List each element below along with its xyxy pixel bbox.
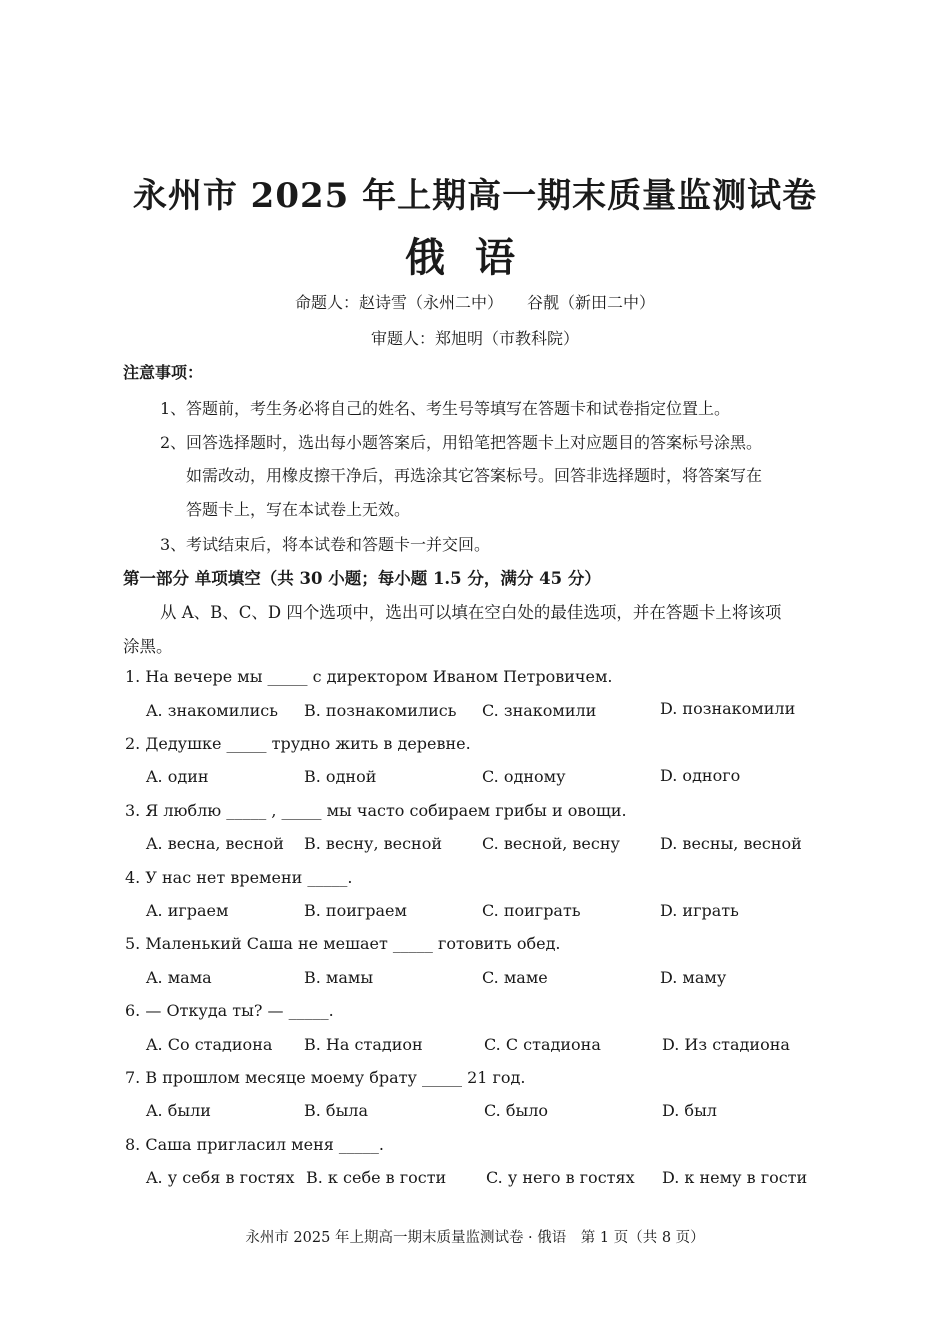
- option-b: B. весну, весной: [304, 834, 443, 853]
- option-c: C. весной, весну: [482, 834, 620, 853]
- question-stem: 1. На вечере мы _____ с директором Иваном Петровичем.: [125, 667, 613, 686]
- option-b: B. поиграем: [304, 901, 407, 920]
- option-b: B. мамы: [304, 968, 374, 987]
- option-d: D. к нему в гости: [662, 1168, 808, 1187]
- option-b: B. познакомились: [304, 701, 457, 720]
- question-stem: 5. Маленький Саша не мешает _____ готовить обед.: [125, 934, 561, 953]
- option-a: A. играем: [146, 901, 229, 920]
- page-footer: 永州市 2025 年上期高一期末质量监测试卷 · 俄语 第 1 页（共 8 页）: [245, 1230, 705, 1246]
- option-d: D. был: [662, 1101, 717, 1120]
- option-b: B. На стадион: [304, 1035, 423, 1054]
- question-stem: 8. Саша пригласил меня _____.: [125, 1135, 385, 1154]
- option-b: B. была: [304, 1101, 368, 1120]
- question-stem: 3. Я люблю _____ , _____ мы часто собираем грибы и овощи.: [125, 801, 627, 820]
- notice-text: 回答选择题时，选出每小题答案后，用铅笔把答题卡上对应题目的答案标号涂黑。: [186, 433, 763, 452]
- option-c: C. С стадиона: [484, 1035, 601, 1054]
- option-a: A. Со стадиона: [146, 1035, 273, 1054]
- instruction-text: 从 A、B、C、D 四个选项中，选出可以填在空白处的最佳选项，并在答题卡上将该项: [160, 603, 782, 622]
- option-a: A. один: [146, 767, 209, 786]
- notice-item: [160, 430, 840, 453]
- author-line: [0, 290, 950, 313]
- option-a: A. были: [146, 1101, 211, 1120]
- notice-item: [160, 396, 840, 419]
- reviewer-line: 审题人：郑旭明（市教科院）: [370, 329, 579, 348]
- option-c: C. было: [484, 1101, 549, 1120]
- option-c: C. поиграть: [482, 901, 581, 920]
- question-stem: 7. В прошлом месяце моему брату _____ 21 год.: [125, 1068, 526, 1087]
- option-d: D. одного: [660, 766, 741, 785]
- question-stem: 6. — Откуда ты? — _____.: [125, 1001, 334, 1020]
- option-d: D. маму: [660, 968, 727, 987]
- notice-text: 答题前，考生务必将自己的姓名、考生号等填写在答题卡和试卷指定位置上。: [186, 399, 731, 418]
- option-a: A. весна, весной: [146, 834, 284, 853]
- notice-number: 2、: [160, 433, 187, 452]
- subject-title: 俄语: [405, 234, 545, 281]
- notice-text: 考试结束后，将本试卷和答题卡一并交回。: [186, 535, 491, 554]
- option-d: D. познакомили: [660, 699, 796, 718]
- option-a: A. знакомились: [146, 701, 278, 720]
- option-d: D. играть: [660, 901, 739, 920]
- option-a: A. мама: [146, 968, 212, 987]
- question-stem: 4. У нас нет времени _____.: [125, 868, 353, 887]
- author-second: 谷靓（新田二中）: [527, 293, 656, 312]
- author-label: 命题人：赵诗雪（永州二中）: [294, 293, 503, 312]
- notice-heading: 注意事项：: [123, 363, 204, 382]
- instruction-text-continued: 涂黑。: [123, 637, 173, 656]
- option-c: C. одному: [482, 767, 566, 786]
- notice-text-continued: 如需改动，用橡皮擦干净后，再选涂其它答案标号。回答非选择题时，将答案写在: [186, 466, 763, 485]
- notice-item: [160, 532, 840, 555]
- option-c: C. маме: [482, 968, 548, 987]
- exam-title: 永州市 2025 年上期高一期末质量监测试卷: [132, 176, 818, 216]
- option-c: C. у него в гостях: [486, 1168, 635, 1187]
- notice-text-continued: 答题卡上，写在本试卷上无效。: [186, 500, 411, 519]
- option-b: B. одной: [304, 767, 377, 786]
- option-c: C. знакомили: [482, 701, 597, 720]
- option-d: D. Из стадиона: [662, 1035, 790, 1054]
- section-heading: 第一部分 单项填空（共 30 小题；每小题 1.5 分，满分 45 分）: [123, 569, 601, 588]
- option-a: A. у себя в гостях: [146, 1168, 295, 1187]
- question-stem: 2. Дедушке _____ трудно жить в деревне.: [125, 734, 471, 753]
- option-d: D. весны, весной: [660, 834, 802, 853]
- option-b: B. к себе в гости: [306, 1168, 447, 1187]
- notice-number: 3、: [160, 535, 187, 554]
- notice-number: 1、: [160, 399, 187, 418]
